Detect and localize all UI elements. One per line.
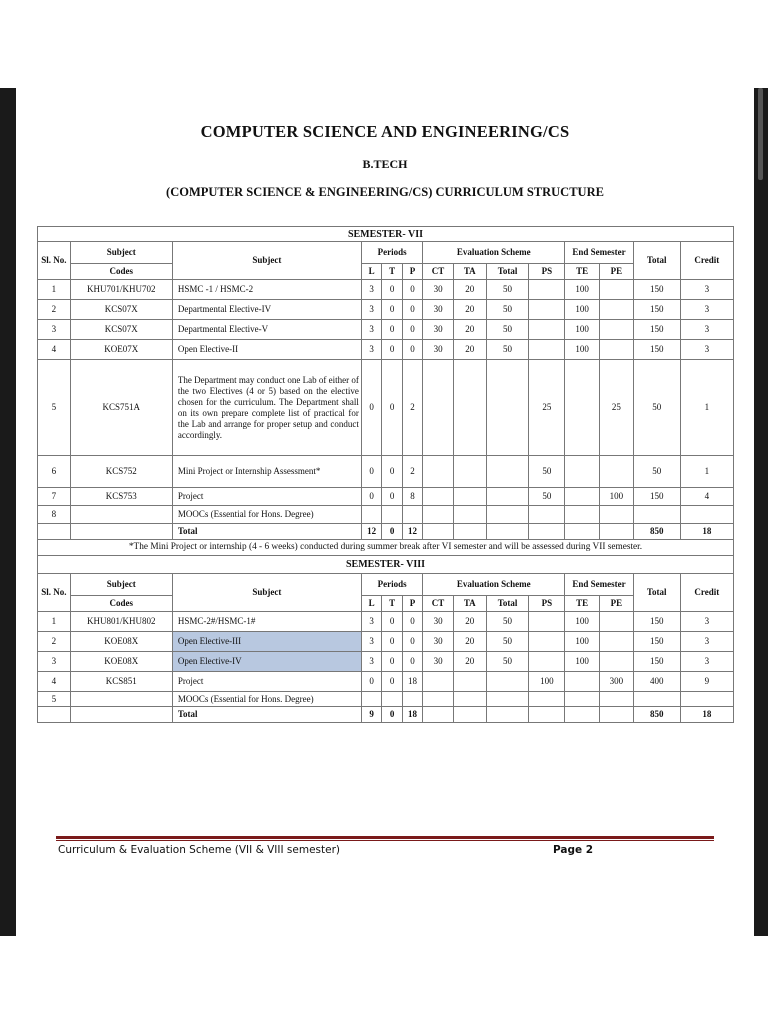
subject-codes-header: Subject	[70, 574, 172, 596]
subject-code: KCS753	[70, 488, 172, 506]
cell-te: 100	[565, 632, 600, 652]
cell-ta: 20	[453, 340, 486, 360]
table-row	[38, 612, 734, 632]
cell-ct: 30	[423, 280, 454, 300]
cell-ct	[423, 360, 454, 456]
sl-header: Sl. No.	[38, 242, 71, 280]
subject-name: MOOCs (Essential for Hons. Degree)	[172, 692, 361, 707]
total-l: 12	[361, 524, 381, 540]
cell-tot: 50	[486, 340, 529, 360]
cell-t: 0	[382, 320, 402, 340]
cell-p: 0	[402, 652, 422, 672]
subject-name: Departmental Elective-IV	[172, 300, 361, 320]
subject-code: KCS07X	[70, 300, 172, 320]
cell-total: 150	[633, 280, 680, 300]
cell-pe	[599, 320, 633, 340]
cell-total: 50	[633, 456, 680, 488]
col-te-header: TE	[565, 596, 600, 612]
col-pe-header: PE	[599, 264, 633, 280]
header-row	[38, 574, 734, 596]
cell-p: 8	[402, 488, 422, 506]
cell-p: 0	[402, 612, 422, 632]
semester-row	[38, 556, 734, 574]
subject-code: KHU701/KHU702	[70, 280, 172, 300]
subject-name: MOOCs (Essential for Hons. Degree)	[172, 506, 361, 524]
cell-ct	[423, 488, 454, 506]
cell-total	[633, 506, 680, 524]
total-t: 0	[382, 707, 402, 723]
footer-caption: Curriculum & Evaluation Scheme (VII & VIII semester)	[58, 844, 340, 856]
subject-code: KOE08X	[70, 632, 172, 652]
cell-ta	[453, 506, 486, 524]
cell-ta	[453, 672, 486, 692]
subject-name: Project	[172, 672, 361, 692]
subject-code: KOE07X	[70, 340, 172, 360]
total-marks: 850	[633, 524, 680, 540]
cell-total: 150	[633, 340, 680, 360]
scrollbar-thumb[interactable]	[758, 88, 763, 180]
document-title: COMPUTER SCIENCE AND ENGINEERING/CS	[200, 122, 570, 141]
subject-name: HSMC-2#/HSMC-1#	[172, 612, 361, 632]
cell-ps	[529, 632, 565, 652]
end-semester-header: End Semester	[565, 574, 633, 596]
cell-tot	[486, 456, 529, 488]
cell-l: 3	[361, 632, 381, 652]
semester-row	[38, 227, 734, 242]
cell-t	[382, 506, 402, 524]
sl-no: 3	[38, 320, 71, 340]
col-ta-header: TA	[453, 596, 486, 612]
sl-no: 5	[38, 692, 71, 707]
subheader-row	[38, 264, 734, 280]
sl-no: 1	[38, 612, 71, 632]
cell-pe	[599, 692, 633, 707]
left-frame-bar	[0, 88, 16, 936]
table-row	[38, 488, 734, 506]
total-label: Total	[172, 707, 361, 723]
cell-ta: 20	[453, 612, 486, 632]
cell-l: 3	[361, 340, 381, 360]
subject-code: KOE08X	[70, 652, 172, 672]
cell-ps: 25	[529, 360, 565, 456]
table-row	[38, 692, 734, 707]
footer-rule	[56, 836, 714, 839]
cell-ct: 30	[423, 320, 454, 340]
cell-p: 2	[402, 456, 422, 488]
cell-credit	[680, 506, 733, 524]
cell-total: 50	[633, 360, 680, 456]
cell-ps	[529, 652, 565, 672]
subject-code: KCS752	[70, 456, 172, 488]
subject-name: Mini Project or Internship Assessment*	[172, 456, 361, 488]
sl-no: 4	[38, 340, 71, 360]
cell-credit: 3	[680, 632, 733, 652]
cell-te	[565, 692, 600, 707]
subject-code: KCS07X	[70, 320, 172, 340]
cell-ta	[453, 692, 486, 707]
subject-code	[70, 692, 172, 707]
cell-l: 0	[361, 360, 381, 456]
sl-no: 3	[38, 652, 71, 672]
col-ps-header: PS	[529, 264, 565, 280]
evaluation-header: Evaluation Scheme	[423, 574, 565, 596]
cell-credit: 3	[680, 612, 733, 632]
page-number: Page 2	[553, 844, 594, 856]
cell-l	[361, 506, 381, 524]
cell-total: 400	[633, 672, 680, 692]
cell-tot: 50	[486, 612, 529, 632]
cell-p: 0	[402, 280, 422, 300]
cell-tot	[486, 488, 529, 506]
cell-p: 0	[402, 340, 422, 360]
codes-header: Codes	[70, 596, 172, 612]
cell-tot	[486, 692, 529, 707]
cell-ps	[529, 340, 565, 360]
subject-name: The Department may conduct one Lab of either of the two Electives (4 or 5) based on the elective chosen for the curriculum. The Department shall on its own prepare complete list of practical for the Lab and arrange for proper setup and conduct accordingly.	[172, 360, 361, 456]
cell-te	[565, 672, 600, 692]
total-row	[38, 707, 734, 723]
cell-total: 150	[633, 320, 680, 340]
cell-p	[402, 506, 422, 524]
sl-no: 2	[38, 300, 71, 320]
cell-l: 3	[361, 612, 381, 632]
subject-codes-header: Subject	[70, 242, 172, 264]
sl-header: Sl. No.	[38, 574, 71, 612]
col-ct-header: CT	[423, 596, 454, 612]
sl-no: 6	[38, 456, 71, 488]
sl-no: 5	[38, 360, 71, 456]
cell-p: 2	[402, 360, 422, 456]
cell-ct: 30	[423, 300, 454, 320]
cell-total: 150	[633, 488, 680, 506]
cell-ct: 30	[423, 340, 454, 360]
cell-pe: 100	[599, 488, 633, 506]
table-row	[38, 672, 734, 692]
total-row	[38, 524, 734, 540]
cell-ps: 50	[529, 456, 565, 488]
degree-title: B.TECH	[362, 157, 408, 171]
cell-total: 150	[633, 300, 680, 320]
cell-te	[565, 360, 600, 456]
cell-tot	[486, 360, 529, 456]
credit-header: Credit	[680, 574, 733, 612]
codes-header: Codes	[70, 264, 172, 280]
table-row	[38, 632, 734, 652]
cell-total: 150	[633, 652, 680, 672]
cell-ct	[423, 456, 454, 488]
cell-ta	[453, 360, 486, 456]
footer-rule-thin	[56, 840, 714, 841]
cell-ta: 20	[453, 280, 486, 300]
total-t: 0	[382, 524, 402, 540]
col-eval_total-header: Total	[486, 596, 529, 612]
cell-ps	[529, 300, 565, 320]
cell-l: 3	[361, 320, 381, 340]
cell-total: 150	[633, 632, 680, 652]
semester-vii-title: SEMESTER- VII	[38, 227, 734, 242]
col-eval_total-header: Total	[486, 264, 529, 280]
cell-ct: 30	[423, 612, 454, 632]
cell-credit: 3	[680, 340, 733, 360]
subject-name: Departmental Elective-V	[172, 320, 361, 340]
cell-t: 0	[382, 340, 402, 360]
col-t-header: T	[382, 596, 402, 612]
cell-pe	[599, 300, 633, 320]
cell-pe: 25	[599, 360, 633, 456]
cell-ps	[529, 612, 565, 632]
cell-ta	[453, 456, 486, 488]
cell-ps	[529, 320, 565, 340]
table-row	[38, 456, 734, 488]
cell-t: 0	[382, 456, 402, 488]
cell-total: 150	[633, 612, 680, 632]
subject-name: Project	[172, 488, 361, 506]
sl-no: 8	[38, 506, 71, 524]
cell-t: 0	[382, 612, 402, 632]
total-l: 9	[361, 707, 381, 723]
cell-ps	[529, 506, 565, 524]
subject-code: KCS751A	[70, 360, 172, 456]
subject-code: KCS851	[70, 672, 172, 692]
cell-pe	[599, 506, 633, 524]
subject-header: Subject	[172, 242, 361, 280]
cell-te	[565, 488, 600, 506]
cell-l: 0	[361, 488, 381, 506]
cell-pe	[599, 340, 633, 360]
header-row	[38, 242, 734, 264]
subject-name: HSMC -1 / HSMC-2	[172, 280, 361, 300]
col-pe-header: PE	[599, 596, 633, 612]
total-marks: 850	[633, 707, 680, 723]
cell-tot: 50	[486, 280, 529, 300]
cell-te: 100	[565, 280, 600, 300]
cell-ta: 20	[453, 652, 486, 672]
cell-l: 3	[361, 300, 381, 320]
col-l-header: L	[361, 596, 381, 612]
sl-no: 2	[38, 632, 71, 652]
cell-ta: 20	[453, 632, 486, 652]
scrollbar[interactable]	[754, 88, 768, 936]
col-p-header: P	[402, 596, 422, 612]
cell-te: 100	[565, 612, 600, 632]
cell-t: 0	[382, 300, 402, 320]
total-p: 18	[402, 707, 422, 723]
cell-te: 100	[565, 320, 600, 340]
cell-t: 0	[382, 360, 402, 456]
cell-t: 0	[382, 280, 402, 300]
cell-credit	[680, 692, 733, 707]
subject-name: Open Elective-III	[172, 632, 361, 652]
cell-credit: 3	[680, 300, 733, 320]
col-te-header: TE	[565, 264, 600, 280]
cell-credit: 1	[680, 360, 733, 456]
cell-l: 3	[361, 652, 381, 672]
total-credit: 18	[680, 524, 733, 540]
periods-header: Periods	[361, 242, 422, 264]
col-ps-header: PS	[529, 596, 565, 612]
sl-no: 1	[38, 280, 71, 300]
cell-tot	[486, 506, 529, 524]
document-page	[16, 88, 754, 936]
cell-credit: 9	[680, 672, 733, 692]
cell-credit: 1	[680, 456, 733, 488]
cell-t	[382, 692, 402, 707]
cell-credit: 4	[680, 488, 733, 506]
total-credit: 18	[680, 707, 733, 723]
subject-code	[70, 506, 172, 524]
credit-header: Credit	[680, 242, 733, 280]
cell-ps	[529, 692, 565, 707]
table-row	[38, 300, 734, 320]
table-row	[38, 506, 734, 524]
cell-te: 100	[565, 300, 600, 320]
cell-te	[565, 506, 600, 524]
cell-ct: 30	[423, 632, 454, 652]
total-header: Total	[633, 242, 680, 280]
curriculum-table	[37, 226, 734, 723]
cell-pe: 300	[599, 672, 633, 692]
semester-viii-title: SEMESTER- VIII	[38, 556, 734, 574]
cell-p	[402, 692, 422, 707]
subject-name: Open Elective-II	[172, 340, 361, 360]
col-ta-header: TA	[453, 264, 486, 280]
cell-l: 3	[361, 280, 381, 300]
table-row	[38, 280, 734, 300]
cell-ps: 50	[529, 488, 565, 506]
cell-te	[565, 456, 600, 488]
cell-pe	[599, 456, 633, 488]
cell-tot	[486, 672, 529, 692]
total-label: Total	[172, 524, 361, 540]
cell-ta: 20	[453, 300, 486, 320]
cell-ct	[423, 672, 454, 692]
total-p: 12	[402, 524, 422, 540]
cell-te: 100	[565, 340, 600, 360]
sl-no: 7	[38, 488, 71, 506]
sl-no: 4	[38, 672, 71, 692]
cell-ct	[423, 506, 454, 524]
col-p-header: P	[402, 264, 422, 280]
end-semester-header: End Semester	[565, 242, 633, 264]
subheader-row	[38, 596, 734, 612]
cell-p: 0	[402, 632, 422, 652]
cell-t: 0	[382, 488, 402, 506]
cell-pe	[599, 612, 633, 632]
subject-code: KHU801/KHU802	[70, 612, 172, 632]
cell-tot: 50	[486, 632, 529, 652]
subject-name: Open Elective-IV	[172, 652, 361, 672]
cell-p: 0	[402, 300, 422, 320]
cell-t: 0	[382, 672, 402, 692]
cell-p: 18	[402, 672, 422, 692]
cell-ct	[423, 692, 454, 707]
cell-credit: 3	[680, 320, 733, 340]
table-row	[38, 360, 734, 456]
col-ct-header: CT	[423, 264, 454, 280]
cell-pe	[599, 632, 633, 652]
col-l-header: L	[361, 264, 381, 280]
cell-credit: 3	[680, 280, 733, 300]
total-header: Total	[633, 574, 680, 612]
table-row	[38, 320, 734, 340]
cell-t: 0	[382, 632, 402, 652]
cell-pe	[599, 652, 633, 672]
cell-credit: 3	[680, 652, 733, 672]
cell-te: 100	[565, 652, 600, 672]
cell-l: 0	[361, 672, 381, 692]
cell-l: 0	[361, 456, 381, 488]
cell-ta	[453, 488, 486, 506]
cell-tot: 50	[486, 320, 529, 340]
cell-t: 0	[382, 652, 402, 672]
cell-total	[633, 692, 680, 707]
evaluation-header: Evaluation Scheme	[423, 242, 565, 264]
cell-ps	[529, 280, 565, 300]
mini-project-note: *The Mini Project or internship (4 - 6 weeks) conducted during summer break after VI semester and will be assessed during VII semester.	[38, 540, 734, 556]
table-row	[38, 340, 734, 360]
cell-ct: 30	[423, 652, 454, 672]
cell-p: 0	[402, 320, 422, 340]
table-row	[38, 652, 734, 672]
document-subtitle: (COMPUTER SCIENCE & ENGINEERING/CS) CURRICULUM STRUCTURE	[166, 185, 604, 199]
cell-tot: 50	[486, 652, 529, 672]
cell-ta: 20	[453, 320, 486, 340]
col-t-header: T	[382, 264, 402, 280]
periods-header: Periods	[361, 574, 422, 596]
subject-header: Subject	[172, 574, 361, 612]
cell-ps: 100	[529, 672, 565, 692]
cell-l	[361, 692, 381, 707]
cell-tot: 50	[486, 300, 529, 320]
cell-pe	[599, 280, 633, 300]
note-row	[38, 540, 734, 556]
